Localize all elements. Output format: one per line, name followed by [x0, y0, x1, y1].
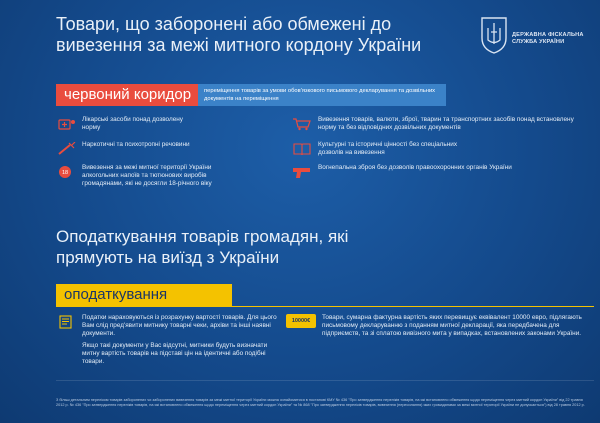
list-item-text: Культурні та історичні цінності без спеціальних дозволів на вивезення	[318, 141, 458, 156]
list-item-text: Наркотичні та психотропні речовини	[82, 141, 190, 148]
cart-icon	[292, 117, 312, 131]
tax-text-2: Якщо такі документи у Вас відсутні, митники будуть визначати митну вартість товарів на підставі цін на ідентичні або подібні товари.	[82, 342, 268, 365]
tax-left-block	[56, 314, 286, 366]
money-badge: 10000€	[286, 314, 316, 328]
list-item	[292, 141, 592, 157]
list-item	[292, 116, 592, 132]
syringe-icon	[56, 142, 76, 156]
tax-text-1: Податки нараховуються із розрахунку вартості товарів. Для цього Вам слід пред'явити митнику товарні чеки, архіви та інші наявні документи.	[82, 314, 277, 337]
list-item-text: Вивезення товарів, валюти, зброї, тварин та транспортних засобів понад встановлену норму та без відповідних дозвільних документів	[318, 116, 574, 131]
list-item-text: Вогнепальна зброя без дозволів правоохоронних органів України	[318, 164, 512, 171]
list-item	[56, 116, 286, 132]
tax-divider	[56, 306, 594, 307]
list-item-text: Вивезення за межі митної території України алкогольних напоїв та тютюнових виробів громадянами, які не досягли 18-річного віку	[82, 164, 212, 187]
book-icon	[292, 142, 312, 156]
document-icon	[56, 315, 76, 329]
emblem-icon	[480, 16, 508, 54]
tax-label: оподаткування	[56, 284, 232, 306]
footer-note: З більш детальним переліком товарів заборонених чи заборонених вивезення товарів за межі митної території України можна ознайомитися в постанові КМУ № 436 "Про затвердження переліків товарів, на які встановлено обмеження щодо переміщення через митний кордон України" від 22 травня 2012 р. № 436 "Про затвердження переліків товарів, на які встановлено обмеження щодо переміщення через митний кордон України" та № 868 "Про затвердження переліків товарів, вивезення (пересилання) яких громадянами за межі митної території України не допускається") від 28 травня 2012 р.	[56, 398, 585, 407]
tax-heading: Оподаткування товарів громадян, які прямують на виїзд з України	[56, 227, 349, 267]
list-item	[56, 164, 286, 188]
page-title: Товари, що заборонені або обмежені до вивезення за межі митного кордону України	[56, 14, 422, 55]
dfs-logo	[480, 16, 590, 66]
list-item-text: Лікарські засоби понад дозволену норму	[82, 116, 183, 131]
svg-text:18: 18	[61, 170, 69, 177]
list-item	[292, 164, 592, 179]
list-item	[56, 141, 286, 156]
footer-divider	[56, 380, 594, 381]
tax-right-text: Товари, сумарна фактурна вартість яких перевищує еквівалент 10000 евро, підлягають письмовому декларуванню з поданням митної декларації, яка передбачена для підприємств, та зі сплатою вивізного мита у випадках, встановлених законами України.	[322, 314, 582, 337]
medicine-icon	[56, 117, 76, 131]
red-corridor-note: переміщення товарів за умови обов'язкового письмового декларування та дозвільних документів на переміщення	[198, 84, 446, 106]
age-restriction-icon	[56, 165, 76, 179]
red-corridor-label: червоний коридор	[56, 84, 208, 106]
pistol-icon	[292, 165, 312, 179]
logo-text: ДЕРЖАВНА ФІСКАЛЬНА СЛУЖБА УКРАЇНИ	[512, 32, 584, 45]
